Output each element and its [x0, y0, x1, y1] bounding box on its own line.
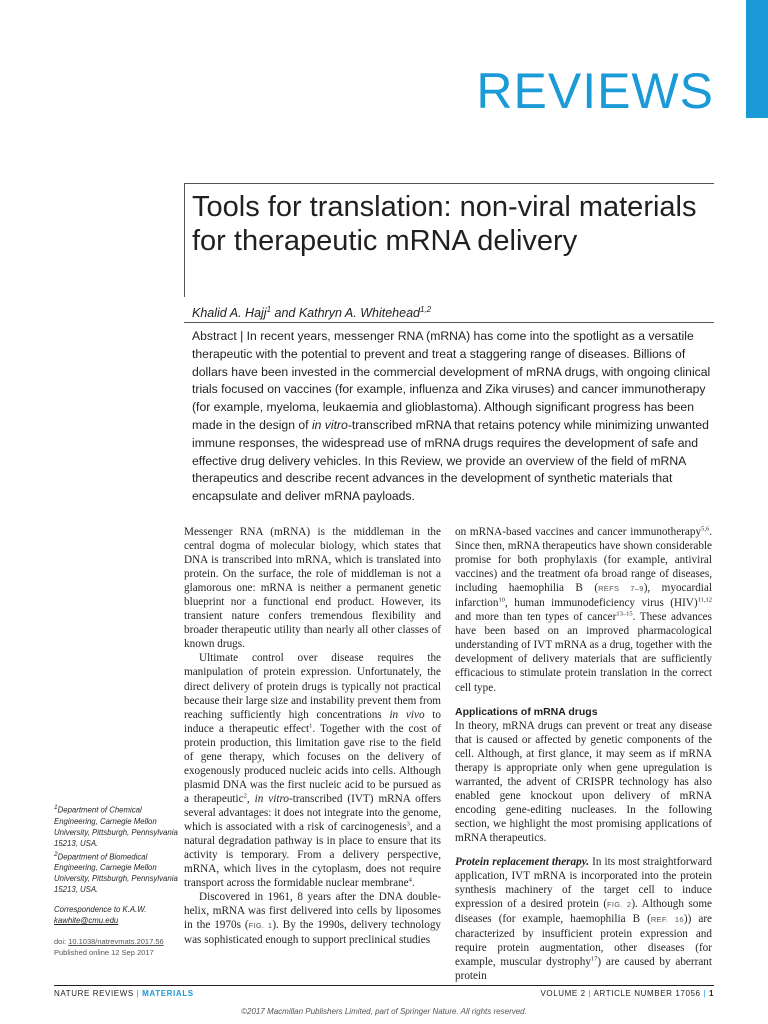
- correspondence: Correspondence to K.A.W.: [54, 905, 147, 915]
- affiliation: $^1$Department of Chemical Engineering, Carnegie Mellon University, Pittsburgh, Pennsylvania 15213, USA.: [54, 804, 178, 848]
- doi-line: doi: 10.1038/natrevmats.2017.56: [54, 937, 164, 947]
- citation[interactable]: 1: [309, 721, 313, 729]
- copyright-notice: ©2017 Macmillan Publishers Limited, part of Springer Nature. All rights reserved.: [241, 1007, 527, 1016]
- page-number: 1: [708, 989, 714, 998]
- run-in-heading: Protein replacement therapy.: [455, 855, 590, 868]
- figure-link[interactable]: FIG. 2: [607, 900, 632, 910]
- citation[interactable]: 17: [590, 955, 598, 963]
- body-column-right: [455, 525, 712, 983]
- title-rule-vertical: [184, 183, 185, 297]
- body-column-left: [184, 525, 441, 947]
- affiliations-sidebar: [54, 802, 179, 958]
- citation[interactable]: 3: [406, 820, 410, 828]
- section-heading: Applications of mRNA drugs: [455, 705, 598, 718]
- abstract-text: In recent years, messenger RNA (mRNA) has come into the spotlight as a versatile therapeutic with the potential to prevent and treat a staggering range of diseases. Billions of dollars have been invested in the commercial development of mRNA drugs, with ongoing clinical trials focused on vaccines (for example, influenza and Zika viruses) and cancer immunotherapy (for example, myeloma, leukaemia and glioblastoma). Although significant progress has been made in the design of: [192, 329, 711, 432]
- affiliation-marker: 1: [266, 305, 272, 314]
- citation[interactable]: 13–15: [616, 610, 633, 618]
- citation[interactable]: 11,12: [697, 596, 712, 604]
- reference-link[interactable]: REFS 7–9: [598, 584, 644, 594]
- body-paragraph: Messenger RNA (mRNA) is the middleman in the central dogma of molecular biology, which states that DNA is transcribed into mRNA, which is translated into protein. On the surface, the role of middleman is not a glamorous one: mRNA is neither a permanent genetic blueprint nor a functional end product. However, its transient nature confers tremendous flexibility and broader therapeutic utility than nearly all other classes of known drugs.: [184, 526, 441, 651]
- published-date: Published online 12 Sep 2017: [54, 948, 154, 958]
- article-title: Tools for translation: non-viral materials for therapeutic mRNA delivery: [192, 191, 697, 257]
- author-connector: and: [271, 306, 299, 321]
- abstract-text: -transcribed mRNA that retains potency while minimizing unwanted immune responses, the widespread use of mRNA drugs requires the development of safe and effective drug delivery vehicles. In this Review, we provide an overview of the field of mRNA therapeutics and describe recent advances in the development of synthetic materials that encapsulate and deliver mRNA payloads.: [192, 417, 709, 504]
- journal-section: MATERIALS: [142, 989, 194, 998]
- footer-volume: VOLUME 2 | ARTICLE NUMBER 17056 | 1: [540, 989, 714, 998]
- affiliation: $^2$Department of Biomedical Engineering, Carnegie Mellon University, Pittsburgh, Pennsylvania 15213, USA.: [54, 850, 178, 895]
- abstract-rule: [184, 322, 714, 323]
- citation[interactable]: 2: [243, 792, 247, 800]
- body-paragraph: In theory, mRNA drugs can prevent or treat any disease that is caused or affected by genetic components of the cell. Although, at first glance, it may seem as if mRNA therapy is appropriate only when gene upregulation is warranted, the advent of CRISPR technology has also enabled gene knockout upon delivery of mRNA encoding gene-editing nucleases. In the following section, we highlight the most promising applications of mRNA therapeutics.: [455, 719, 712, 844]
- title-rule-horizontal: [184, 183, 714, 184]
- reference-link[interactable]: REF. 16: [650, 915, 684, 925]
- section-label: REVIEWS: [476, 63, 714, 119]
- body-paragraph: on mRNA-based vaccines and cancer immunotherapy$^{5,6}$. Since then, mRNA therapeutics have shown considerable promise for both prophylaxis (for example, antiviral vaccines) and the treatment ofa broad range of diseases, including haemophilia B (REFS 7–9), myocardial infarction$^{10}$, human immunodeficiency virus (HIV)$^{11,12}$ and more than ten types of cancer$^{13-15}$. These advances have been based on an improved pharmacological understanding of IVT mRNA as a drug, together with the development of delivery materials that are sufficiently efficacious to stimulate protein translation in the correct cell type.: [455, 525, 712, 694]
- section-color-tab: [746, 0, 768, 118]
- abstract: [192, 328, 712, 506]
- author-name: Kathryn A. Whitehead: [298, 306, 420, 321]
- citation[interactable]: 5,6: [701, 525, 710, 533]
- email-link[interactable]: kawhite@cmu.edu: [54, 916, 119, 926]
- body-paragraph: Discovered in 1961, 8 years after the DNA double-helix, mRNA was first delivered into cells by liposomes in the 1970s (FIG. 1). By the 1990s, delivery technology was sophisticated enough to support preclinical studies: [184, 891, 442, 947]
- author-list: [192, 305, 431, 320]
- author-name: Khalid A. Hajj: [192, 306, 267, 321]
- doi-link[interactable]: 10.1038/natrevmats.2017.56: [68, 937, 164, 947]
- body-paragraph: Protein replacement therapy. In its most straightforward application, IVT mRNA is incorporated into the protein synthesis machinery of the target cell to induce expression of a desired protein (FIG. 2). Although some diseases (for example, haemophilia B (REF. 16)) are characterized by insufficient protein expression and require protein augmentation, other diseases (for example, muscular dystrophy$^{17}$) are caused by aberrant protein: [455, 855, 713, 983]
- footer-rule: [54, 985, 714, 986]
- abstract-separator: |: [236, 329, 247, 343]
- abstract-italic: in vitro: [311, 417, 348, 432]
- body-paragraph: Ultimate control over disease requires the manipulation of protein expression. Unfortunately, the direct delivery of protein drugs is typically not practical because their large size and instability prevent them from reaching sufficiently high concentrations in vivo to induce a therapeutic effect$^1$. Together with the cost of protein production, this limitation gave rise to the field of gene therapy, which focuses on the delivery of exogenously produced nucleic acids into cells. Although plasmid DNA was the first nucleic acid to be pursued as a therapeutic$^2$, in vitro-transcribed (IVT) mRNA offers several advantages: it does not integrate into the genome, which is associated with a risk of carcinogenesis$^3$, and a natural degradation pathway is in place to ensure that its activity is temporary. From a delivery perspective, mRNA, which lives in the cytoplasm, does not require transport across the formidable nuclear membrane$^4$.: [184, 652, 442, 890]
- affiliation-marker: 1,2: [419, 305, 432, 314]
- abstract-label: Abstract: [192, 329, 237, 343]
- figure-link[interactable]: FIG. 1: [248, 921, 273, 931]
- footer-journal: NATURE REVIEWS | MATERIALS: [54, 989, 194, 998]
- citation[interactable]: 10: [498, 596, 505, 604]
- citation[interactable]: 4: [408, 876, 412, 884]
